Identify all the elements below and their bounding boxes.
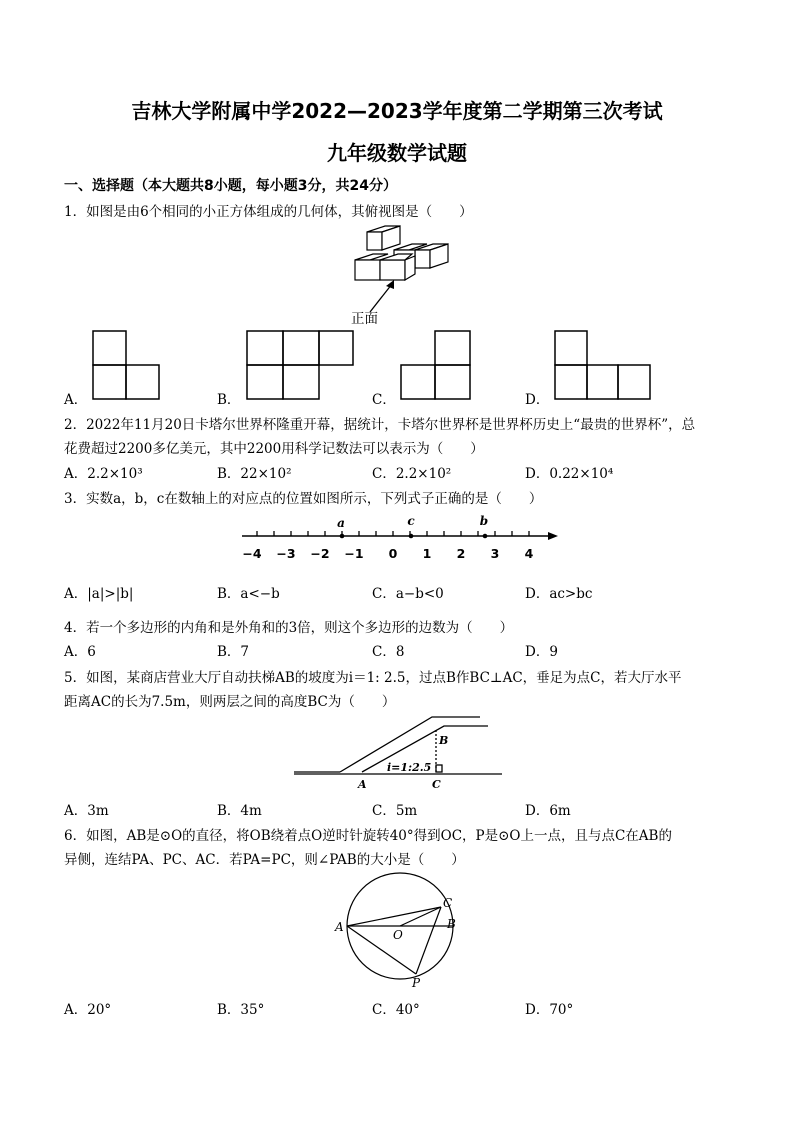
q5-option-c[interactable]: C．5m [372, 803, 418, 819]
q2-option-d[interactable]: D．0.22×10⁴ [525, 466, 614, 482]
q1-option-c[interactable]: C． [372, 392, 396, 408]
q1-option-d-figure [554, 330, 654, 400]
question-6-line1: 6．如图，AB是⊙O的直径，将OB绕着点O逆时针旋转40°得到OC，P是⊙O上一点，且与点C在AB的 [64, 828, 672, 844]
q4-option-c[interactable]: C．8 [372, 644, 405, 660]
question-6-line2: 异侧，连结PA、PC、AC．若PA=PC，则∠PAB的大小是（ ） [64, 852, 465, 868]
q2-option-a[interactable]: A．2.2×10³ [64, 466, 143, 482]
q3-option-b[interactable]: B．a<−b [217, 586, 280, 602]
q1-option-d[interactable]: D． [525, 392, 550, 408]
tick-label: 1 [422, 546, 432, 561]
page-subtitle: 九年级数学试题 [327, 141, 467, 165]
q4-option-a[interactable]: A．6 [64, 644, 96, 660]
tick-label: −1 [344, 546, 364, 561]
q1-option-a[interactable]: A． [64, 392, 88, 408]
tick-label: 2 [456, 546, 466, 561]
q5-option-a[interactable]: A．3m [64, 803, 109, 819]
q1-option-c-figure [400, 330, 472, 400]
question-3-stem: 3．实数a，b，c在数轴上的对应点的位置如图所示，下列式子正确的是（ ） [64, 491, 543, 507]
page-title: 吉林大学附属中学2022—2023学年度第二学期第三次考试 [131, 99, 663, 123]
point-b-label: B [439, 734, 449, 747]
q1-option-a-figure [92, 330, 162, 400]
front-view-label: 正面 [351, 311, 378, 327]
slope-label: i=1:2.5 [387, 761, 432, 774]
point-b-label: B [447, 917, 456, 931]
tick-label: 4 [524, 546, 534, 561]
question-2-line2: 花费超过2200多亿美元，其中2200用科学记数法可以表示为（ ） [64, 441, 484, 457]
point-a-label: A [335, 920, 344, 934]
circle-figure [330, 870, 470, 990]
question-5-line1: 5．如图，某商店营业大厅自动扶梯AB的坡度为i＝1: 2.5，过点B作BC⊥AC，垂足为点C，若大厅水平 [64, 670, 682, 686]
q5-option-d[interactable]: D．6m [525, 803, 571, 819]
escalator-figure [292, 712, 502, 792]
q6-option-c[interactable]: C．40° [372, 1002, 420, 1018]
point-o-label: O [393, 928, 403, 942]
q6-option-b[interactable]: B．35° [217, 1002, 265, 1018]
q2-option-b[interactable]: B．22×10² [217, 466, 292, 482]
tick-label: 0 [388, 546, 398, 561]
section-heading: 一、选择题（本大题共8小题，每小题3分，共24分） [64, 178, 397, 194]
q3-option-d[interactable]: D．ac>bc [525, 586, 593, 602]
question-4-stem: 4．若一个多边形的内角和是外角和的3倍，则这个多边形的边数为（ ） [64, 620, 514, 636]
q6-option-a[interactable]: A．20° [64, 1002, 112, 1018]
q1-option-b[interactable]: B． [217, 392, 241, 408]
tick-label: −2 [310, 546, 330, 561]
q6-option-d[interactable]: D．70° [525, 1002, 574, 1018]
q4-option-d[interactable]: D．9 [525, 644, 558, 660]
point-b-label: b [479, 514, 489, 528]
question-5-line2: 距离AC的长为7.5m，则两层之间的高度BC为（ ） [64, 694, 396, 710]
q3-option-c[interactable]: C．a−b<0 [372, 586, 444, 602]
point-c-label: c [407, 514, 415, 528]
q4-option-b[interactable]: B．7 [217, 644, 250, 660]
q5-option-b[interactable]: B．4m [217, 803, 262, 819]
q2-option-c[interactable]: C．2.2×10² [372, 466, 452, 482]
tick-label: −4 [242, 546, 262, 561]
question-2-line1: 2．2022年11月20日卡塔尔世界杯隆重开幕，据统计，卡塔尔世界杯是世界杯历史上“最贵的世界杯”，总 [64, 417, 696, 433]
point-c-label: C [432, 778, 441, 791]
tick-label: −3 [276, 546, 296, 561]
point-a-label: A [358, 778, 367, 791]
number-line [240, 512, 560, 562]
question-1-stem: 1．如图是由6个相同的小正方体组成的几何体，其俯视图是（ ） [64, 204, 473, 220]
point-c-label: C [443, 896, 453, 910]
q3-option-a[interactable]: A．|a|>|b| [64, 586, 134, 602]
q1-option-b-figure [246, 330, 356, 400]
point-a-label: a [337, 516, 345, 530]
point-p-label: P [412, 976, 421, 990]
tick-label: 3 [490, 546, 500, 561]
